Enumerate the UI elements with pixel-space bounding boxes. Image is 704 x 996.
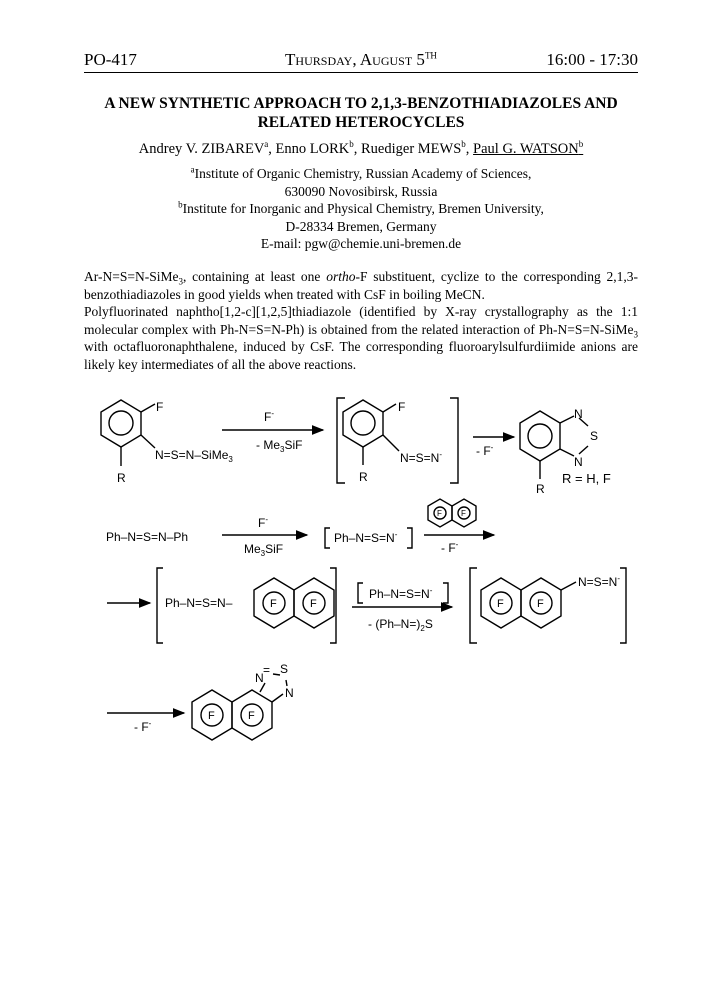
author: Enno LORK xyxy=(275,141,350,157)
abstract-paragraph-2: Polyfluorinated naphtho[1,2-c][1,2,5]thiadiazole (identified by X-ray crystallography as the 1:1 molecular complex with Ph-N=S=N-Ph) is obtained from the related interaction of Ph-N=S=N-SiMe$_3$ with octafluoronaphthalene, induced by CsF. The corresponding fluoroarylsulfurdiimide anions are likely key intermediates of all the above reactions. xyxy=(84,304,638,372)
thiadiazole-double-bond: = xyxy=(263,663,271,677)
benzene-ring-intermediate xyxy=(343,400,399,465)
byproduct-label: $Me_3SiF$ xyxy=(244,542,284,558)
fluoro-label: F xyxy=(398,400,406,414)
sulfur-label: S xyxy=(590,429,599,443)
anion-label: Ph–N=S=N- xyxy=(369,586,433,601)
anion-label: N=S=N- xyxy=(400,450,443,465)
byproduct-label: - $(Ph-N=)_2S$ xyxy=(368,617,433,633)
minus-fluoride-label: - F- xyxy=(441,540,459,555)
fluoride-label: F- xyxy=(258,515,269,530)
session-time: 16:00 - 17:30 xyxy=(546,50,638,69)
abstract-paragraph-1: Ar-N=S=N-SiMe$_3$, containing at least one ortho-F substituent, cyclize to the corresponding 2,1,3-benzothiadiazoles in good yields when treated with CsF in boiling MeCN. xyxy=(84,269,638,302)
benzene-ring-reactant xyxy=(101,400,155,466)
fluoro-label: F xyxy=(156,400,164,414)
author: Ruediger MEWS xyxy=(361,141,462,157)
anion-label: N=S=N- xyxy=(578,574,621,589)
r-label: R xyxy=(117,471,126,485)
sulfurdiimide-label: N=S=N–SiMe$_3$ xyxy=(155,448,233,464)
ring-fluoro-label: F xyxy=(461,509,466,518)
naphthalene-anion xyxy=(481,578,576,628)
author-list: Andrey V. ZIBAREV$^a$, Enno LORK$^b$, Ruediger MEWS$^b$, Paul G. WATSON$^b$ xyxy=(138,139,584,157)
byproduct-label: - $Me_3SiF$ xyxy=(256,438,303,454)
ring-fluoro-label: F xyxy=(310,598,317,610)
substituent-definition: R = H, F xyxy=(562,471,611,486)
paper-title: A NEW SYNTHETIC APPROACH TO 2,1,3-BENZOTHIADIAZOLES AND RELATED HETEROCYCLES xyxy=(104,95,618,131)
minus-fluoride-label: - F- xyxy=(476,443,494,458)
session-day: Thursday, August 5TH xyxy=(285,50,437,69)
ring-fluoro-label: F xyxy=(270,598,277,610)
octafluoronaphthalene xyxy=(428,499,476,527)
anion-label: Ph–N=S=N- xyxy=(334,530,398,545)
nitrogen-label: N xyxy=(574,407,583,421)
diphenyl-sulfurdiimide-label: Ph–N=S=N–Ph xyxy=(106,530,189,544)
email: E-mail: pgw@chemie.uni-bremen.de xyxy=(260,236,462,251)
presenting-author: Paul G. WATSON$^b$ xyxy=(473,139,584,157)
r-label: R xyxy=(359,470,368,484)
author: Andrey V. ZIBAREV xyxy=(138,141,265,157)
neutral-sulfurdiimide-label: Ph–N=S=N– xyxy=(165,596,233,610)
minus-fluoride-label: - F- xyxy=(134,719,152,734)
ring-fluoro-label: F xyxy=(537,598,544,610)
ring-fluoro-label: F xyxy=(497,598,504,610)
ring-fluoro-label: F xyxy=(208,710,215,722)
nitrogen-label: N xyxy=(255,671,264,685)
affiliations: $^a$Institute of Organic Chemistry, Russian Academy of Sciences, 630090 Novosibirsk, Russia $^b$Institute for Inorganic and Physical Chemistry, Bremen University, D-28334 Bremen, Germany E-mail: pgw@chemie.uni-bremen.de xyxy=(84,165,638,253)
naphthalene-intermediate xyxy=(254,578,334,628)
r-label: R xyxy=(536,482,545,496)
nitrogen-label: N xyxy=(574,455,583,469)
poster-code: PO-417 xyxy=(84,50,137,69)
ring-fluoro-label: F xyxy=(437,509,442,518)
naphthothiadiazole-product xyxy=(192,674,287,740)
ring-fluoro-label: F xyxy=(248,710,255,722)
sulfur-label: S xyxy=(280,662,289,676)
nitrogen-label: N xyxy=(285,686,294,700)
fluoride-label: F- xyxy=(264,409,275,424)
